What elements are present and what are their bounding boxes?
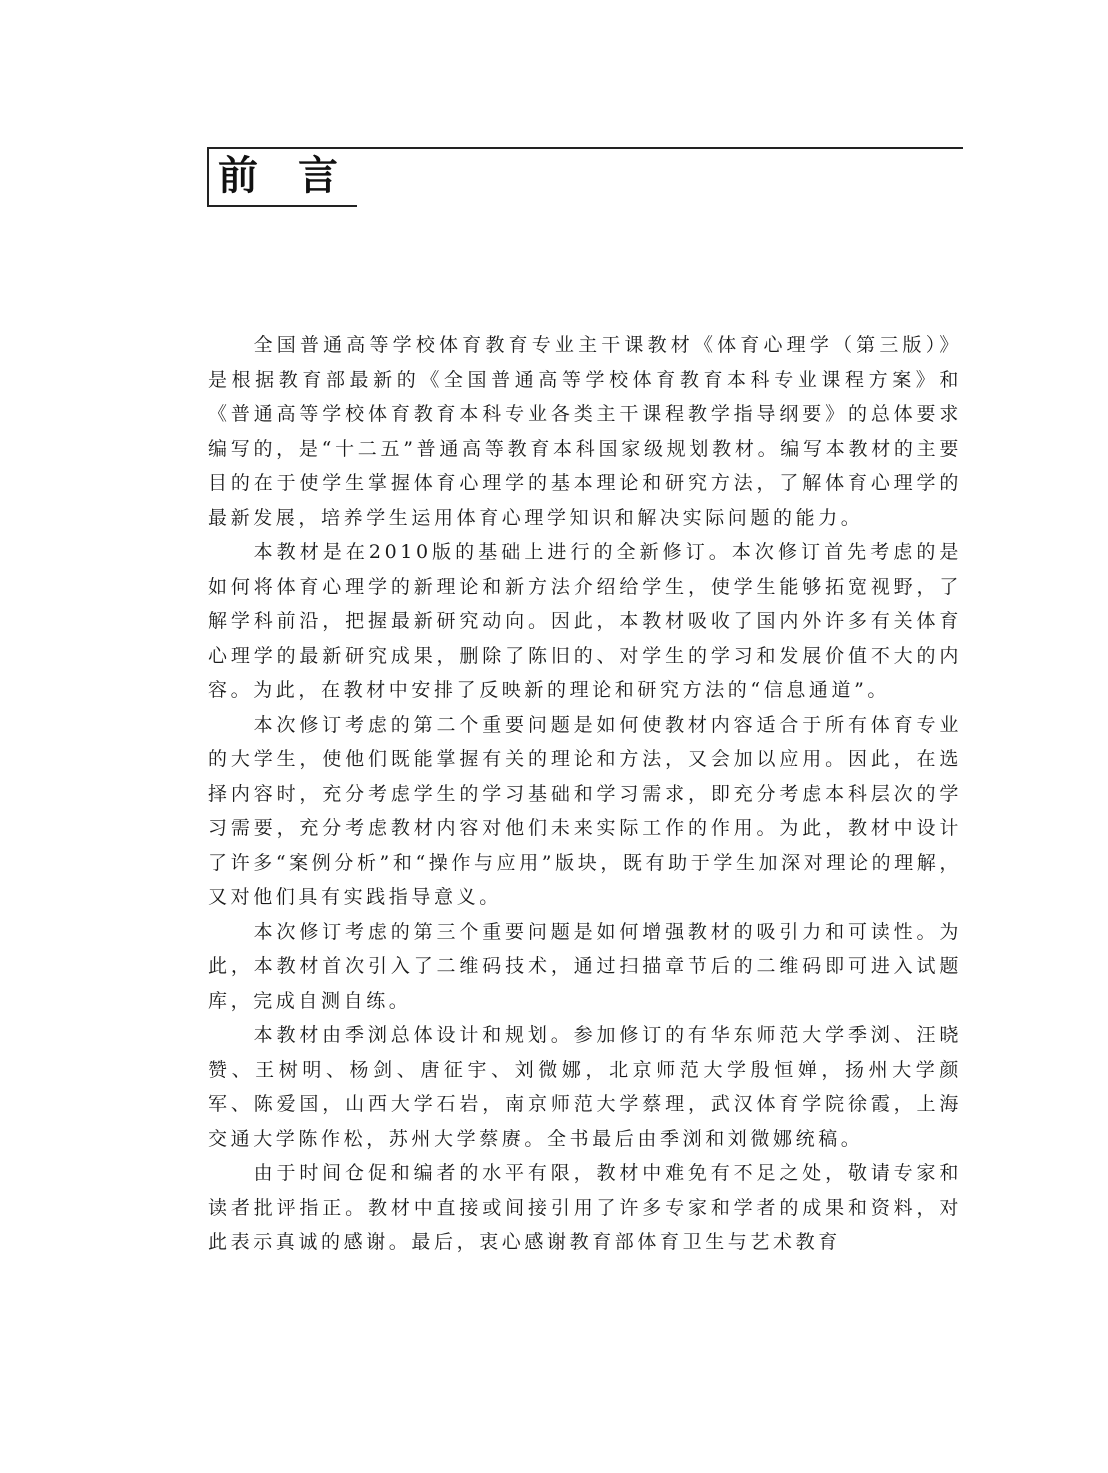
paragraph: 本教材是在2010版的基础上进行的全新修订。本次修订首先考虑的是如何将体育心理学的新理论和新方法介绍给学生，使学生能够拓宽视野，了解学科前沿，把握最新研究动向。因此，本教材吸收了国内外许多有关体育心理学的最新研究成果，删除了陈旧的、对学生的学习和发展价值不大的内容。为此，在教材中安排了反映新的理论和研究方法的“信息通道”。 — [208, 541, 962, 701]
paragraph: 本次修订考虑的第三个重要问题是如何增强教材的吸引力和可读性。为此，本教材首次引入了二维码技术，通过扫描章节后的二维码即可进入试题库，完成自测自练。 — [208, 920, 962, 1012]
page-title: 前言 — [218, 153, 378, 199]
paragraph: 本次修订考虑的第二个重要问题是如何使教材内容适合于所有体育专业的大学生，使他们既能掌握有关的理论和方法，又会加以应用。因此，在选择内容时，充分考虑学生的学习基础和学习需求，即充分考虑本科层次的学习需要，充分考虑教材内容对他们未来实际工作的作用。为此，教材中设计了许多“案例分析”和“操作与应用”版块，既有助于学生加深对理论的理解，又对他们具有实践指导意义。 — [208, 713, 962, 908]
paragraph: 由于时间仓促和编者的水平有限，教材中难免有不足之处，敬请专家和读者批评指正。教材中直接或间接引用了许多专家和学者的成果和资料，对此表示真诚的感谢。最后，衷心感谢教育部体育卫生与艺术教育 — [208, 1162, 962, 1253]
paragraph: 全国普通高等学校体育教育专业主干课教材《体育心理学（第三版）》是根据教育部最新的《全国普通高等学校体育教育本科专业课程方案》和《普通高等学校体育教育本科专业各类主干课程教学指导纲要》的总体要求编写的，是“十二五”普通高等教育本科国家级规划教材。编写本教材的主要目的在于使学生掌握体育心理学的基本理论和研究方法，了解体育心理学的最新发展，培养学生运用体育心理学知识和解决实际问题的能力。 — [208, 334, 962, 529]
body-text — [208, 328, 962, 1260]
paragraph: 本教材由季浏总体设计和规划。参加修订的有华东师范大学季浏、汪晓赞、王树明、杨剑、唐征宇、刘微娜，北京师范大学殷恒婵，扬州大学颜军、陈爱国，山西大学石岩，南京师范大学蔡理，武汉体育学院徐霞，上海交通大学陈作松，苏州大学蔡赓。全书最后由季浏和刘微娜统稿。 — [208, 1024, 962, 1150]
